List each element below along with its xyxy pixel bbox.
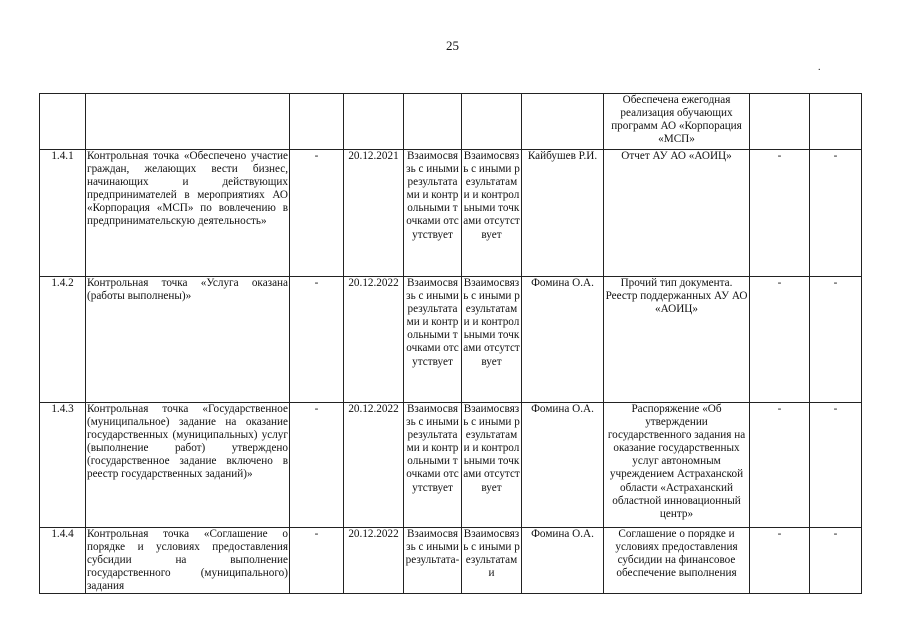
due-date: 20.12.2022 xyxy=(344,403,404,528)
row-number xyxy=(40,94,86,150)
checkpoint-description: Контрольная точка «Соглашение о порядке и условиях предоставления субсидии на выполнение государственного (муниципального) задания xyxy=(87,528,288,593)
confirming-document: Распоряжение «Об утверждении государственного задания на оказание государственных услуг автономным учреждением Астраханской области «Астраханский областной инновационный центр» xyxy=(604,403,750,528)
due-date: 20.12.2022 xyxy=(344,528,404,594)
cell-dash: - xyxy=(750,277,810,403)
responsible-person: Фомина О.А. xyxy=(522,528,604,594)
responsible-person: Фомина О.А. xyxy=(522,277,604,403)
relation-cell: Взаимосвязь с иными результатами и контрольными точками отсутствует xyxy=(404,277,462,403)
plan-table xyxy=(39,93,862,594)
table-row xyxy=(40,403,862,528)
relation-cell xyxy=(462,94,522,150)
relation-cell: Взаимосвязь с иными результатами и контрольными точками отсутствует xyxy=(462,277,522,403)
relation-cell: Взаимосвязь с иными результатами и контрольными точками отсутствует xyxy=(462,150,522,277)
responsible-person: Фомина О.А. xyxy=(522,403,604,528)
checkpoint-description xyxy=(86,94,290,150)
scan-speck: . xyxy=(818,62,821,73)
cell-dash: - xyxy=(290,403,344,528)
row-number: 1.4.4 xyxy=(40,528,86,594)
table-row xyxy=(40,528,862,594)
table-row xyxy=(40,277,862,403)
table-row xyxy=(40,150,862,277)
cell-dash: - xyxy=(290,150,344,277)
relation-cell xyxy=(404,94,462,150)
cell-dash: - xyxy=(810,528,862,594)
checkpoint-description: Контрольная точка «Обеспечено участие граждан, желающих вести бизнес, начинающих и действующих предпринимателей в мероприятиях АО «Корпорация «МСП» по вовлечению в предпринимательскую деятельность» xyxy=(86,150,290,277)
row-number: 1.4.3 xyxy=(40,403,86,528)
page-number: 25 xyxy=(446,38,459,53)
due-date: 20.12.2021 xyxy=(344,150,404,277)
checkpoint-description: Контрольная точка «Услуга оказана (работы выполнены)» xyxy=(86,277,290,403)
cell-dash: - xyxy=(810,150,862,277)
cell-dash xyxy=(290,94,344,150)
row-number: 1.4.2 xyxy=(40,277,86,403)
relation-cell: Взаимосвязь с иными результатами xyxy=(462,528,522,594)
cell-dash: - xyxy=(750,403,810,528)
relation-cell: Взаимосвязь с иными результатами и контрольными точками отсутствует xyxy=(462,403,522,528)
cell-dash: - xyxy=(750,150,810,277)
cell-dash xyxy=(810,94,862,150)
confirming-document: Обеспечена ежегодная реализация обучающих программ АО «Корпорация «МСП» xyxy=(604,94,750,150)
confirming-document: Соглашение о порядке и условиях предоставления субсидии на финансовое обеспечение выполнения xyxy=(604,528,750,594)
relation-cell: Взаимосвязь с иными результатами и контрольными точками отсутствует xyxy=(404,150,462,277)
row-number: 1.4.1 xyxy=(40,150,86,277)
cell-dash: - xyxy=(810,403,862,528)
confirming-document: Прочий тип документа. Реестр поддержанных АУ АО «АОИЦ» xyxy=(604,277,750,403)
due-date xyxy=(344,94,404,150)
cell-dash: - xyxy=(810,277,862,403)
due-date: 20.12.2022 xyxy=(344,277,404,403)
cell-dash xyxy=(750,94,810,150)
responsible-person xyxy=(522,94,604,150)
cell-dash: - xyxy=(290,528,344,594)
checkpoint-description: Контрольная точка «Государственное (муниципальное) задание на оказание государственных (муниципальных) услуг (выполнение работ) утверждено (государственное задание включено в реестр государственных заданий)» xyxy=(86,403,290,528)
cell-dash: - xyxy=(290,277,344,403)
relation-cell: Взаимосвязь с иными результата- xyxy=(404,528,462,594)
confirming-document: Отчет АУ АО «АОИЦ» xyxy=(604,150,750,277)
table-row xyxy=(40,94,862,150)
relation-cell: Взаимосвязь с иными результатами и контрольными точками отсутствует xyxy=(404,403,462,528)
responsible-person: Кайбушев Р.И. xyxy=(522,150,604,277)
cell-dash: - xyxy=(750,528,810,594)
